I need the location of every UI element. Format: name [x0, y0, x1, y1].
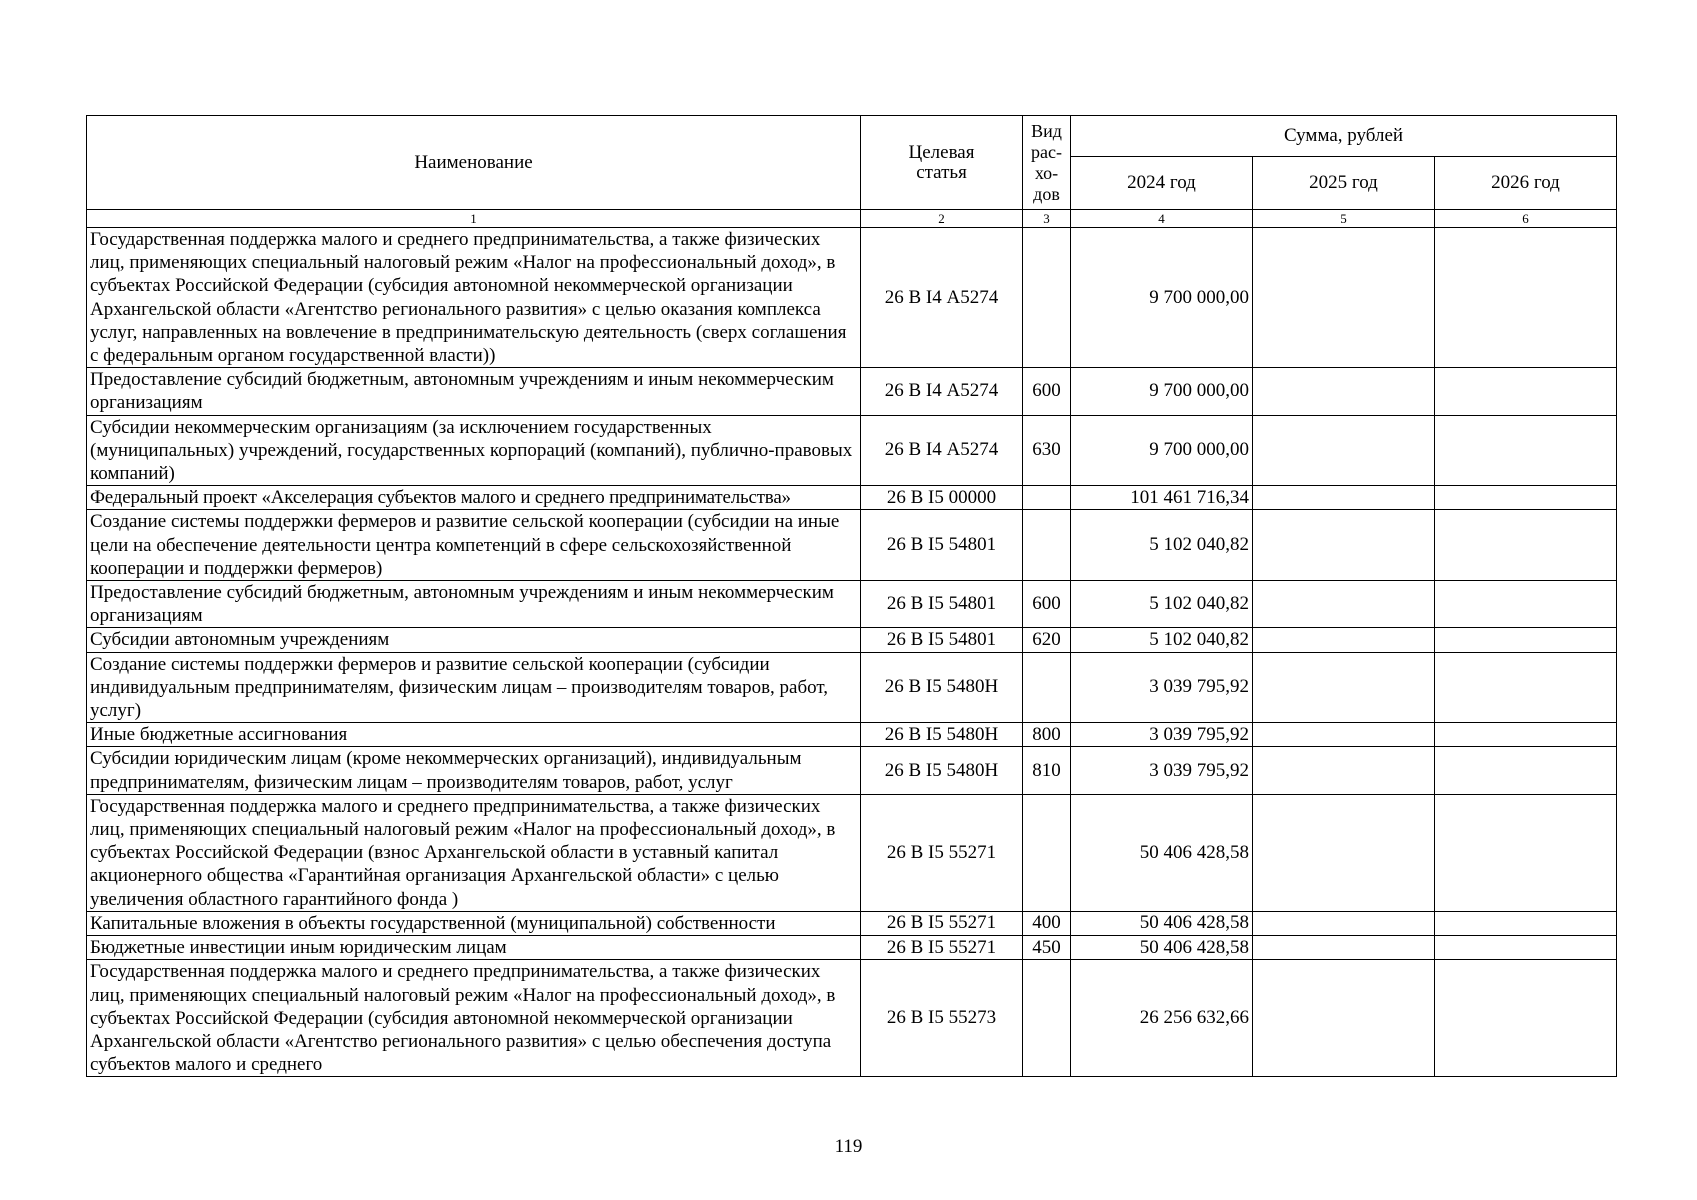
row-target-article: 26 В I5 55271: [861, 936, 1023, 960]
row-amount-2025: [1253, 628, 1435, 652]
table-row: [87, 628, 1617, 652]
row-amount-2024: 50 406 428,58: [1071, 794, 1253, 911]
column-number: 6: [1435, 210, 1617, 228]
row-target-article: 26 В I5 54801: [861, 510, 1023, 581]
budget-table: [86, 115, 1617, 1077]
table-row: [87, 510, 1617, 581]
row-amount-2024: 3 039 795,92: [1071, 747, 1253, 794]
row-expense-kind: 400: [1023, 911, 1071, 935]
row-amount-2025: [1253, 794, 1435, 911]
row-name: Создание системы поддержки фермеров и развитие сельской кооперации (субсидии индивидуальным предпринимателям, физическим лицам – производителям товаров, работ, услуг): [87, 652, 861, 723]
row-target-article: 26 В I5 5480Н: [861, 747, 1023, 794]
row-target-article: 26 В I4 А5274: [861, 228, 1023, 368]
row-amount-2026: [1435, 960, 1617, 1077]
table-row: [87, 652, 1617, 723]
row-expense-kind: 800: [1023, 723, 1071, 747]
row-amount-2026: [1435, 415, 1617, 486]
row-target-article: 26 В I5 55273: [861, 960, 1023, 1077]
header-target-article: Целевая статья: [861, 116, 1023, 210]
row-amount-2025: [1253, 747, 1435, 794]
row-amount-2026: [1435, 936, 1617, 960]
header-year-2025: 2025 год: [1253, 157, 1435, 210]
row-name: Создание системы поддержки фермеров и развитие сельской кооперации (субсидии на иные цели на обеспечение деятельности центра компетенций в сфере сельскохозяйственной кооперации и поддержки фермеров): [87, 510, 861, 581]
header-expense-kind: Вид рас-хо-дов: [1023, 116, 1071, 210]
row-amount-2025: [1253, 486, 1435, 510]
row-amount-2026: [1435, 911, 1617, 935]
row-expense-kind: 600: [1023, 368, 1071, 415]
row-expense-kind: 620: [1023, 628, 1071, 652]
column-number: 5: [1253, 210, 1435, 228]
table-row: [87, 911, 1617, 935]
row-amount-2024: 9 700 000,00: [1071, 415, 1253, 486]
row-amount-2026: [1435, 368, 1617, 415]
table-row: [87, 794, 1617, 911]
column-number: 4: [1071, 210, 1253, 228]
row-amount-2024: 50 406 428,58: [1071, 911, 1253, 935]
row-target-article: 26 В I5 5480Н: [861, 723, 1023, 747]
row-amount-2026: [1435, 486, 1617, 510]
row-name: Государственная поддержка малого и среднего предпринимательства, а также физических лиц, применяющих специальный налоговый режим «Налог на профессиональный доход», в субъектах Российской Федерации (субсидия автономной некоммерческой организации Архангельской области «Агентство регионального развития» с целью оказания комплекса услуг, направленных на вовлечение в предпринимательскую деятельность (сверх соглашения с федеральным органом государственной власти)): [87, 228, 861, 368]
row-target-article: 26 В I5 00000: [861, 486, 1023, 510]
row-name: Предоставление субсидий бюджетным, автономным учреждениям и иным некоммерческим организациям: [87, 581, 861, 628]
table-row: [87, 415, 1617, 486]
column-number: 3: [1023, 210, 1071, 228]
row-name: Субсидии некоммерческим организациям (за исключением государственных (муниципальных) учреждений, государственных корпораций (компаний), публично-правовых компаний): [87, 415, 861, 486]
row-amount-2025: [1253, 510, 1435, 581]
header-year-2024: 2024 год: [1071, 157, 1253, 210]
row-expense-kind: [1023, 960, 1071, 1077]
row-expense-kind: [1023, 486, 1071, 510]
row-name: Субсидии юридическим лицам (кроме некоммерческих организаций), индивидуальным предпринимателям, физическим лицам – производителям товаров, работ, услуг: [87, 747, 861, 794]
row-amount-2024: 5 102 040,82: [1071, 628, 1253, 652]
table-row: [87, 486, 1617, 510]
table-row: [87, 581, 1617, 628]
row-amount-2026: [1435, 723, 1617, 747]
row-amount-2024: 101 461 716,34: [1071, 486, 1253, 510]
row-amount-2025: [1253, 936, 1435, 960]
row-amount-2025: [1253, 652, 1435, 723]
row-amount-2024: 5 102 040,82: [1071, 581, 1253, 628]
row-amount-2025: [1253, 960, 1435, 1077]
row-target-article: 26 В I5 54801: [861, 581, 1023, 628]
row-name: Бюджетные инвестиции иным юридическим лицам: [87, 936, 861, 960]
row-amount-2024: 3 039 795,92: [1071, 723, 1253, 747]
row-target-article: 26 В I4 А5274: [861, 368, 1023, 415]
row-amount-2024: 50 406 428,58: [1071, 936, 1253, 960]
row-amount-2025: [1253, 911, 1435, 935]
row-amount-2024: 9 700 000,00: [1071, 368, 1253, 415]
row-amount-2026: [1435, 652, 1617, 723]
row-name: Государственная поддержка малого и среднего предпринимательства, а также физических лиц, применяющих специальный налоговый режим «Налог на профессиональный доход», в субъектах Российской Федерации (субсидия автономной некоммерческой организации Архангельской области «Агентство регионального развития» с целью обеспечения доступа субъектов малого и среднего: [87, 960, 861, 1077]
row-expense-kind: [1023, 794, 1071, 911]
row-amount-2026: [1435, 228, 1617, 368]
row-target-article: 26 В I5 54801: [861, 628, 1023, 652]
row-amount-2025: [1253, 368, 1435, 415]
table-row: [87, 936, 1617, 960]
row-expense-kind: 450: [1023, 936, 1071, 960]
column-number: 2: [861, 210, 1023, 228]
row-target-article: 26 В I5 55271: [861, 911, 1023, 935]
row-amount-2026: [1435, 747, 1617, 794]
row-amount-2026: [1435, 794, 1617, 911]
row-amount-2026: [1435, 628, 1617, 652]
table-row: [87, 368, 1617, 415]
row-name: Субсидии автономным учреждениям: [87, 628, 861, 652]
row-amount-2026: [1435, 581, 1617, 628]
row-name: Федеральный проект «Акселерация субъектов малого и среднего предпринимательства»: [87, 486, 861, 510]
row-name: Предоставление субсидий бюджетным, автономным учреждениям и иным некоммерческим организациям: [87, 368, 861, 415]
row-amount-2025: [1253, 581, 1435, 628]
row-amount-2024: 26 256 632,66: [1071, 960, 1253, 1077]
row-expense-kind: 810: [1023, 747, 1071, 794]
row-expense-kind: [1023, 652, 1071, 723]
row-expense-kind: [1023, 228, 1071, 368]
row-expense-kind: [1023, 510, 1071, 581]
row-name: Иные бюджетные ассигнования: [87, 723, 861, 747]
row-target-article: 26 В I5 5480Н: [861, 652, 1023, 723]
row-target-article: 26 В I5 55271: [861, 794, 1023, 911]
header-name: Наименование: [87, 116, 861, 210]
row-amount-2024: 3 039 795,92: [1071, 652, 1253, 723]
column-number: 1: [87, 210, 861, 228]
row-amount-2024: 5 102 040,82: [1071, 510, 1253, 581]
row-expense-kind: 630: [1023, 415, 1071, 486]
table-row: [87, 723, 1617, 747]
table-row: [87, 228, 1617, 368]
table-row: [87, 960, 1617, 1077]
row-expense-kind: 600: [1023, 581, 1071, 628]
page-number: 119: [834, 1136, 863, 1157]
row-amount-2025: [1253, 415, 1435, 486]
header-sum: Сумма, рублей: [1071, 116, 1617, 157]
header-year-2026: 2026 год: [1435, 157, 1617, 210]
row-name: Капитальные вложения в объекты государственной (муниципальной) собственности: [87, 911, 861, 935]
row-name: Государственная поддержка малого и среднего предпринимательства, а также физических лиц, применяющих специальный налоговый режим «Налог на профессиональный доход», в субъектах Российской Федерации (взнос Архангельской области в уставный капитал акционерного общества «Гарантийная организация Архангельской области» с целью увеличения областного гарантийного фонда ): [87, 794, 861, 911]
row-amount-2026: [1435, 510, 1617, 581]
table-row: [87, 747, 1617, 794]
row-target-article: 26 В I4 А5274: [861, 415, 1023, 486]
row-amount-2024: 9 700 000,00: [1071, 228, 1253, 368]
row-amount-2025: [1253, 228, 1435, 368]
row-amount-2025: [1253, 723, 1435, 747]
